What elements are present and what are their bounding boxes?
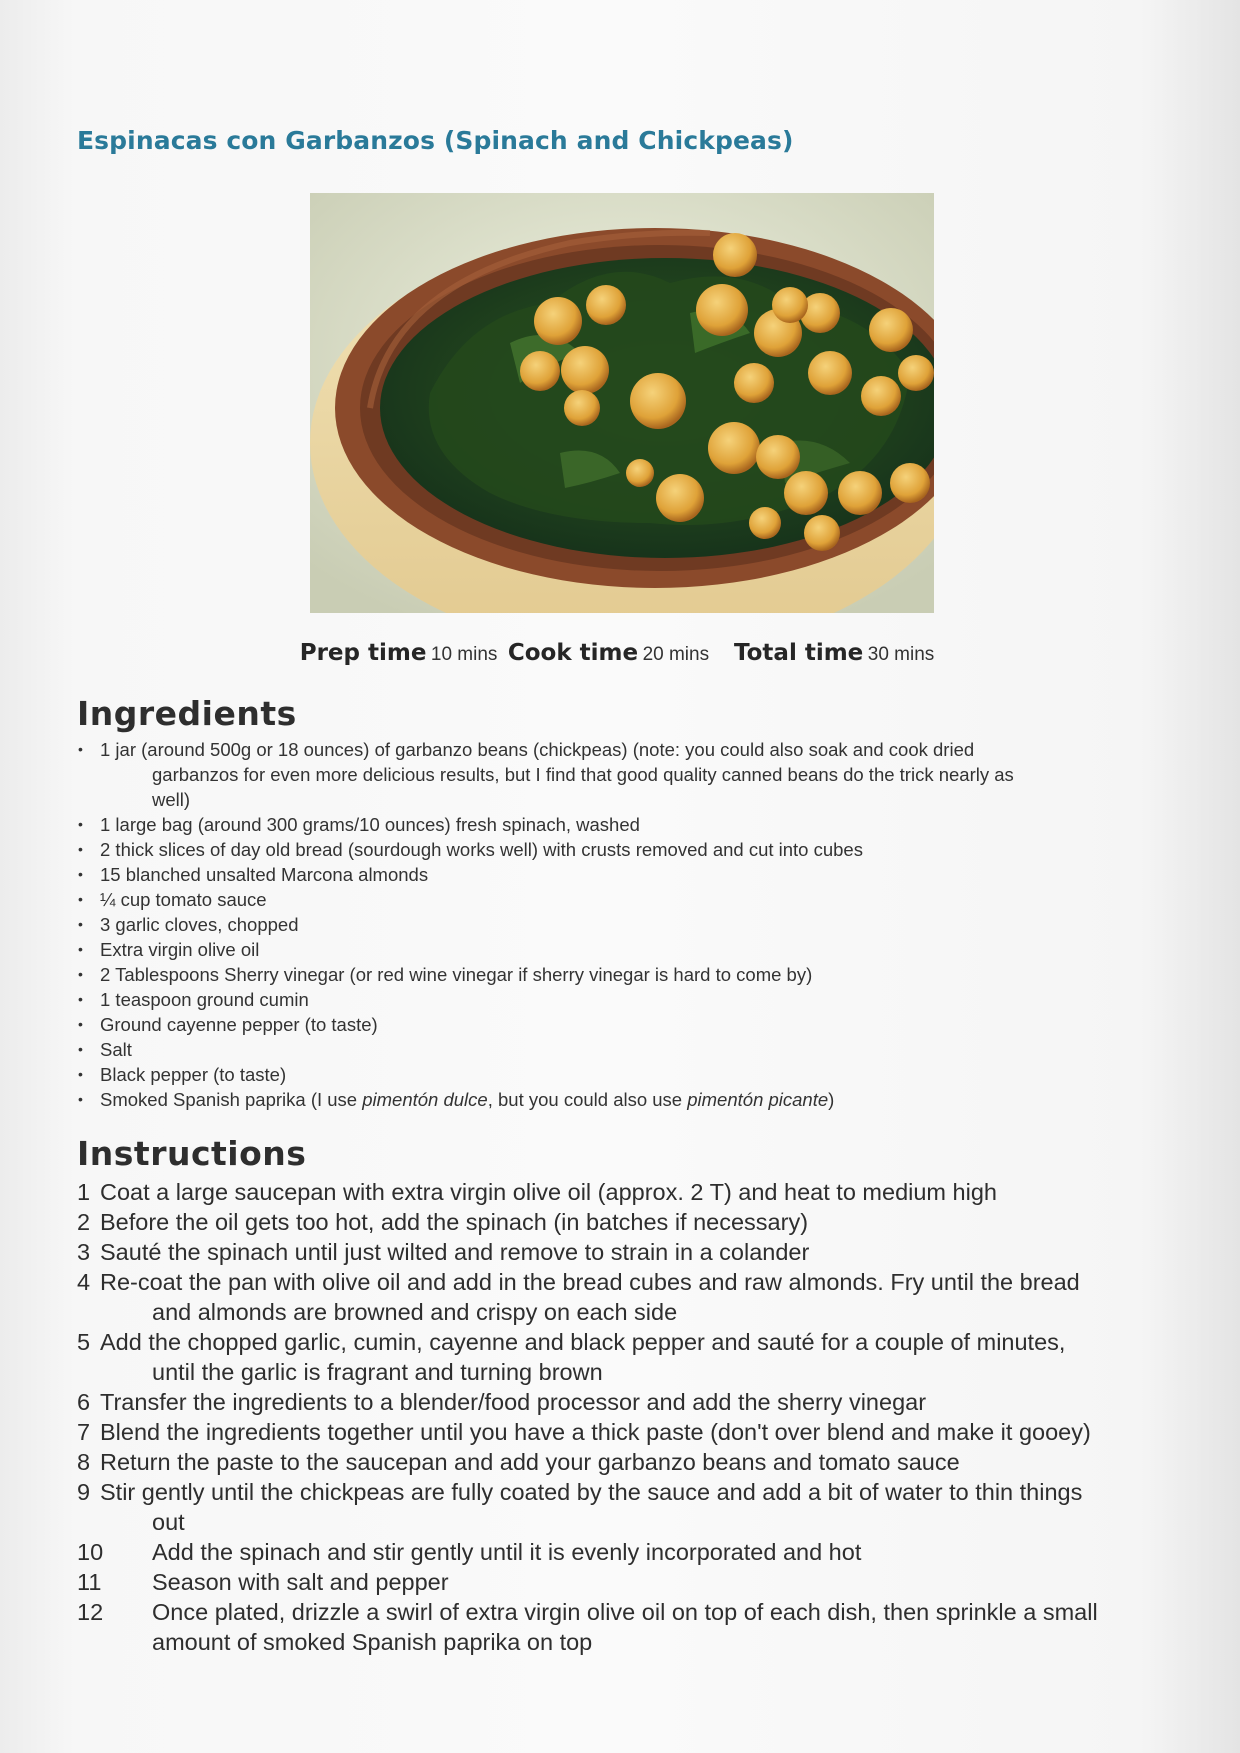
list-item: • Extra virgin olive oil bbox=[78, 939, 260, 960]
list-item: • 15 blanched unsalted Marcona almonds bbox=[78, 864, 429, 885]
list-item: • Ground cayenne pepper (to taste) bbox=[78, 1014, 378, 1035]
prep-time-label: Prep time bbox=[299, 640, 427, 666]
recipe-title: Espinacas con Garbanzos (Spinach and Chickpeas) bbox=[77, 126, 794, 155]
list-item: 12 Once plated, drizzle a swirl of extra virgin olive oil on top of each dish, then sprinkle a small amount of smoked Spanish paprika on top bbox=[77, 1599, 1098, 1655]
list-item: 5 Add the chopped garlic, cumin, cayenne and black pepper and sauté for a couple of minutes, until the garlic is fragrant and turning brown bbox=[77, 1329, 1066, 1385]
list-item: • 1 teaspoon ground cumin bbox=[78, 989, 309, 1010]
instructions-heading: Instructions bbox=[77, 1134, 307, 1173]
chickpea-spinach-dish-photo bbox=[310, 193, 934, 613]
list-item: 7 Blend the ingredients together until you have a thick paste (don't over blend and make it gooey) bbox=[77, 1419, 1091, 1445]
list-item: 11 Season with salt and pepper bbox=[77, 1569, 449, 1595]
list-item: 3 Sauté the spinach until just wilted and remove to strain in a colander bbox=[77, 1239, 810, 1265]
list-item: 8 Return the paste to the saucepan and add your garbanzo beans and tomato sauce bbox=[77, 1449, 960, 1475]
list-item: • 2 thick slices of day old bread (sourdough works well) with crusts removed and cut into cubes bbox=[78, 839, 863, 860]
list-item: 4 Re-coat the pan with olive oil and add in the bread cubes and raw almonds. Fry until the bread and almonds are browned and crispy on each side bbox=[77, 1269, 1080, 1325]
list-item: 2 Before the oil gets too hot, add the spinach (in batches if necessary) bbox=[77, 1209, 809, 1235]
list-item: 10 Add the spinach and stir gently until it is evenly incorporated and hot bbox=[77, 1539, 862, 1565]
list-item: • Salt bbox=[78, 1039, 132, 1060]
list-item: 9 Stir gently until the chickpeas are fully coated by the sauce and add a bit of water to thin things out bbox=[77, 1479, 1083, 1535]
ingredients-list bbox=[77, 737, 1137, 1112]
recipe-times bbox=[0, 640, 1240, 666]
prep-time-value: 10 mins bbox=[430, 644, 498, 665]
list-item: 6 Transfer the ingredients to a blender/food processor and add the sherry vinegar bbox=[77, 1389, 927, 1415]
cook-time-value: 20 mins bbox=[642, 644, 710, 665]
list-item: • ¼ cup tomato sauce bbox=[78, 889, 267, 910]
list-item: • 2 Tablespoons Sherry vinegar (or red wine vinegar if sherry vinegar is hard to come by) bbox=[78, 964, 813, 985]
list-item: • 3 garlic cloves, chopped bbox=[78, 914, 299, 935]
list-item: • Smoked Spanish paprika (I use pimentón dulce, but you could also use pimentón picante) bbox=[78, 1089, 835, 1110]
total-time-value: 30 mins bbox=[867, 644, 935, 665]
instructions-list bbox=[77, 1177, 1167, 1657]
list-item: 1 Coat a large saucepan with extra virgin olive oil (approx. 2 T) and heat to medium high bbox=[77, 1179, 997, 1205]
cook-time-label: Cook time bbox=[507, 640, 639, 666]
list-item: • 1 large bag (around 300 grams/10 ounces) fresh spinach, washed bbox=[78, 814, 640, 835]
ingredients-heading: Ingredients bbox=[77, 694, 297, 733]
total-time-label: Total time bbox=[734, 640, 864, 666]
list-item: • Black pepper (to taste) bbox=[78, 1064, 287, 1085]
list-item: • 1 jar (around 500g or 18 ounces) of garbanzo beans (chickpeas) (note: you could also soak and cook dried garbanzos for even more delicious results, but I find that good quality canned beans do the trick nearly as well) bbox=[78, 739, 1014, 810]
